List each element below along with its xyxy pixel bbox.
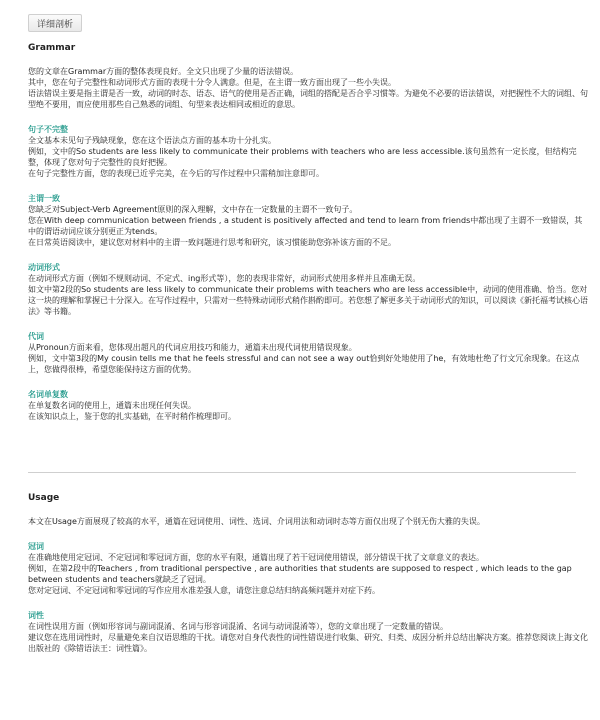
grammar-intro-3: 语法错误主要是指主谓是否一致，动词的时态、语态、语气的使用是否正确，词组的搭配是否合乎习惯等。为避免不必要的语法错误，对把握性不大的词组、句型绝不要用，而应使用那些自己熟悉的词组、句型来表达相同或相近的意思。	[28, 89, 588, 109]
subsection-title: 词性	[28, 611, 44, 620]
subsection-subject-verb-agreement	[28, 193, 588, 248]
section-divider	[28, 472, 576, 473]
subsection-line: 您对定冠词、不定冠词和零冠词的写作应用水准差强人意，请您注意总结归纳高频问题并对症下药。	[28, 586, 380, 595]
usage-intro: 本文在Usage方面展现了较高的水平，通篇在冠词使用、词性、选词、介词用法和动词时态等方面仅出现了个别无伤大雅的失误。	[28, 517, 485, 526]
subsection-line: 例如，在第2段中的Teachers , from traditional perspective , are authorities that students are supposed to respect , which leads to the gap between students and teachers就缺乏了冠词。	[28, 564, 572, 584]
subsection-title: 句子不完整	[28, 125, 68, 134]
subsection-sentence-completeness	[28, 124, 588, 179]
usage-title: Usage	[28, 493, 60, 503]
grammar-intro-2: 其中，您在句子完整性和动词形式方面的表现十分令人满意。但是，在主谓一致方面出现了一些小失误。	[28, 78, 396, 87]
subsection-noun-number	[28, 389, 588, 422]
subsection-title: 冠词	[28, 542, 44, 551]
subsection-line: 全文基本未见句子残缺现象，您在这个语法点方面的基本功十分扎实。	[28, 136, 276, 145]
subsection-line: 在准确地使用定冠词、不定冠词和零冠词方面，您的水平有限，通篇出现了若干冠词使用错误，部分错误干扰了文章意义的表达。	[28, 553, 484, 562]
subsection-parts-of-speech	[28, 610, 588, 654]
subsection-articles	[28, 541, 588, 596]
subsection-line: 在句子完整性方面，您的表现已近乎完美，在今后的写作过程中只需稍加注意即可。	[28, 169, 324, 178]
subsection-pronouns	[28, 331, 588, 375]
subsection-line: 在日常英语阅读中，建议您对材料中的主谓一致问题进行思考和研究，该习惯能助您弥补该方面的不足。	[28, 238, 396, 247]
subsection-line: 在该知识点上，鉴于您的扎实基础，在平时稍作梳理即可。	[28, 412, 236, 421]
subsection-title: 代词	[28, 332, 44, 341]
detail-analysis-tab[interactable]: 详细剖析	[28, 14, 82, 32]
grammar-title: Grammar	[28, 43, 76, 53]
subsection-line: 您在With deep communication between friends , a student is positively affected and tend to learn from friends中都出现了主谓不一致错误，其中的谓语动词应该分别更正为tends。	[28, 216, 583, 236]
subsection-line: 您缺乏对Subject-Verb Agreement原则的深入理解，文中存在一定数量的主谓不一致句子。	[28, 205, 358, 214]
subsection-line: 例如，文中第3段的My cousin tells me that he feels stressful and can not see a way out恰到好处地使用了he，有效地杜绝了行文冗余现象。在这点上，您做得很棒，希望您能保持这方面的优势。	[28, 354, 580, 374]
subsection-line: 在动词形式方面（例如不规则动词、不定式、ing形式等），您的表现非常好，动词形式使用多样并且准确无误。	[28, 274, 421, 283]
subsection-title: 名词单复数	[28, 390, 68, 399]
subsection-verb-forms	[28, 262, 588, 317]
grammar-section	[28, 42, 588, 422]
subsection-title: 主谓一致	[28, 194, 60, 203]
subsection-line: 如文中第2段的So students are less likely to communicate their problems with teachers who are less accessible中，动词的使用准确、恰当。您对这一块的理解和掌握已十分深入。在写作过程中，只需对一些特殊动词形式稍作斟酌即可。若您想了解更多关于动词形式的知识，可以阅读《新托福考试核心语法》等书籍。	[28, 285, 588, 316]
grammar-intro-1: 您的文章在Grammar方面的整体表现良好。全文只出现了少量的语法错误。	[28, 67, 299, 76]
subsection-line: 从Pronoun方面来看，您体现出超凡的代词应用技巧和能力，通篇未出现代词使用错误现象。	[28, 343, 357, 352]
subsection-line: 例如，文中的So students are less likely to communicate their problems with teachers who are less accessible.该句虽然有一定长度，但结构完整，体现了您对句子完整性的良好把握。	[28, 147, 577, 167]
subsection-line: 在词性误用方面（例如形容词与副词混淆、名词与形容词混淆、名词与动词混淆等），您的文章出现了一定数量的错误。	[28, 622, 448, 631]
subsection-title: 动词形式	[28, 263, 60, 272]
subsection-line: 在单复数名词的使用上，通篇未出现任何失误。	[28, 401, 196, 410]
subsection-line: 建议您在选用词性时，尽量避免来自汉语思维的干扰。请您对自身代表性的词性错误进行收集、研究、归类、成因分析并总结出解决方案。推荐您阅读上海文化出版社的《除错语法王：词性篇》。	[28, 633, 588, 653]
usage-section	[28, 492, 588, 654]
